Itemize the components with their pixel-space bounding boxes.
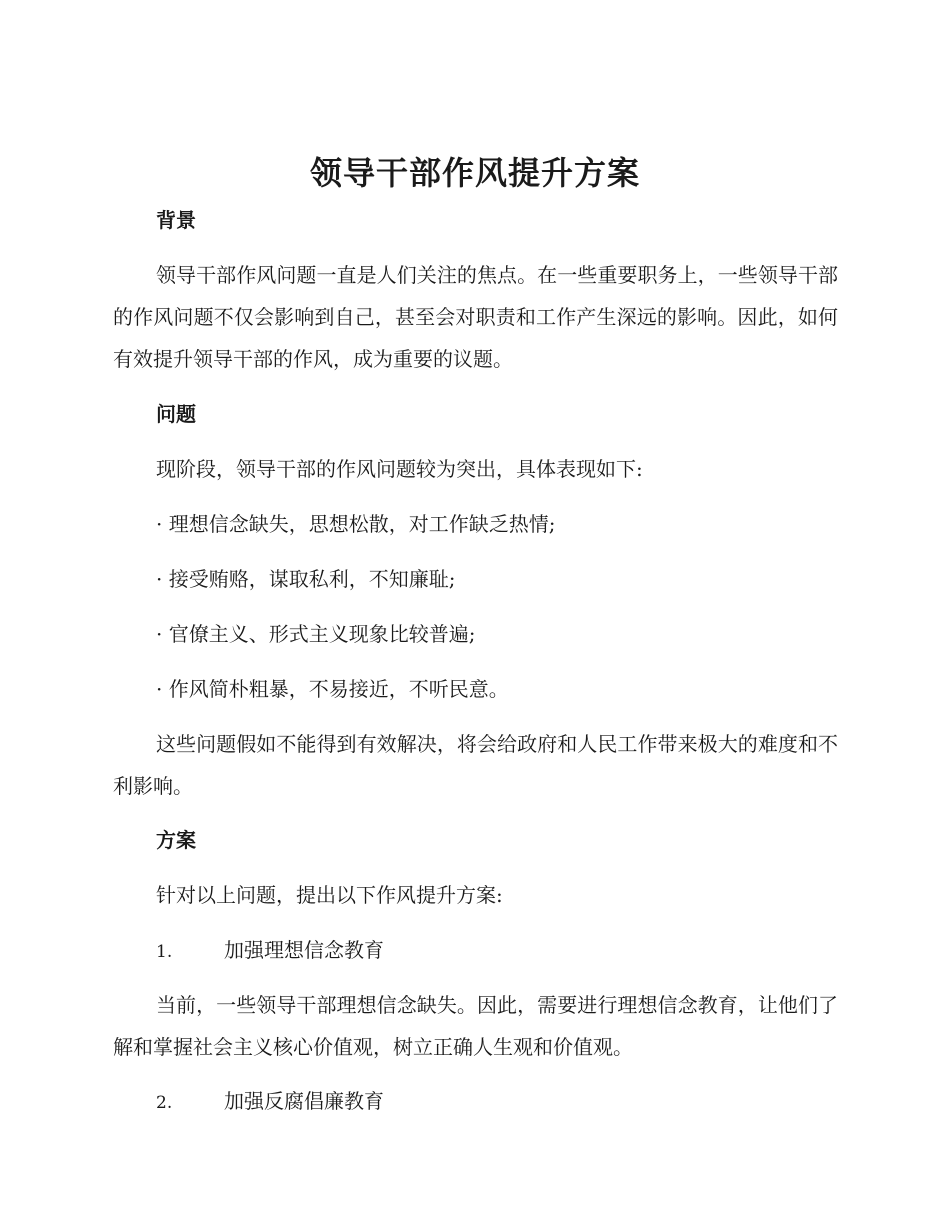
section-heading-plan: 方案 [156, 828, 196, 852]
plan-item-1-title: 加强理想信念教育 [224, 938, 384, 962]
problem-bullet-1: · 理想信念缺失，思想松散，对工作缺乏热情; [156, 512, 556, 536]
problem-bullet-2: · 接受贿赂，谋取私利，不知廉耻; [156, 567, 456, 591]
plan-item-2-title: 加强反腐倡廉教育 [224, 1089, 384, 1113]
problem-bullet-4: · 作风简朴粗暴，不易接近，不听民意。 [156, 677, 509, 701]
problem-intro: 现阶段，领导干部的作风问题较为突出，具体表现如下: [156, 457, 643, 481]
section-heading-background: 背景 [156, 208, 196, 232]
section-heading-problem: 问题 [156, 402, 196, 426]
background-paragraph: 领导干部作风问题一直是人们关注的焦点。在一些重要职务上，一些领导干部的作风问题不仅会影响到自己，甚至会对职责和工作产生深远的影响。因此，如何有效提升领导干部的作风，成为重要的议题。 [113, 263, 838, 371]
plan-item-1-body: 当前，一些领导干部理想信念缺失。因此，需要进行理想信念教育，让他们了解和掌握社会主义核心价值观，树立正确人生观和价值观。 [113, 993, 838, 1059]
plan-item-2-heading [156, 1087, 384, 1117]
plan-intro: 针对以上问题，提出以下作风提升方案: [156, 883, 503, 907]
document-title: 领导干部作风提升方案 [309, 154, 640, 192]
plan-item-1-heading [156, 936, 384, 966]
problem-conclusion: 这些问题假如不能得到有效解决，将会给政府和人民工作带来极大的难度和不利影响。 [113, 732, 838, 798]
problem-bullet-3: · 官僚主义、形式主义现象比较普遍; [156, 622, 476, 646]
plan-item-1-number: 1. [156, 942, 173, 962]
plan-item-2-number: 2. [156, 1093, 173, 1113]
